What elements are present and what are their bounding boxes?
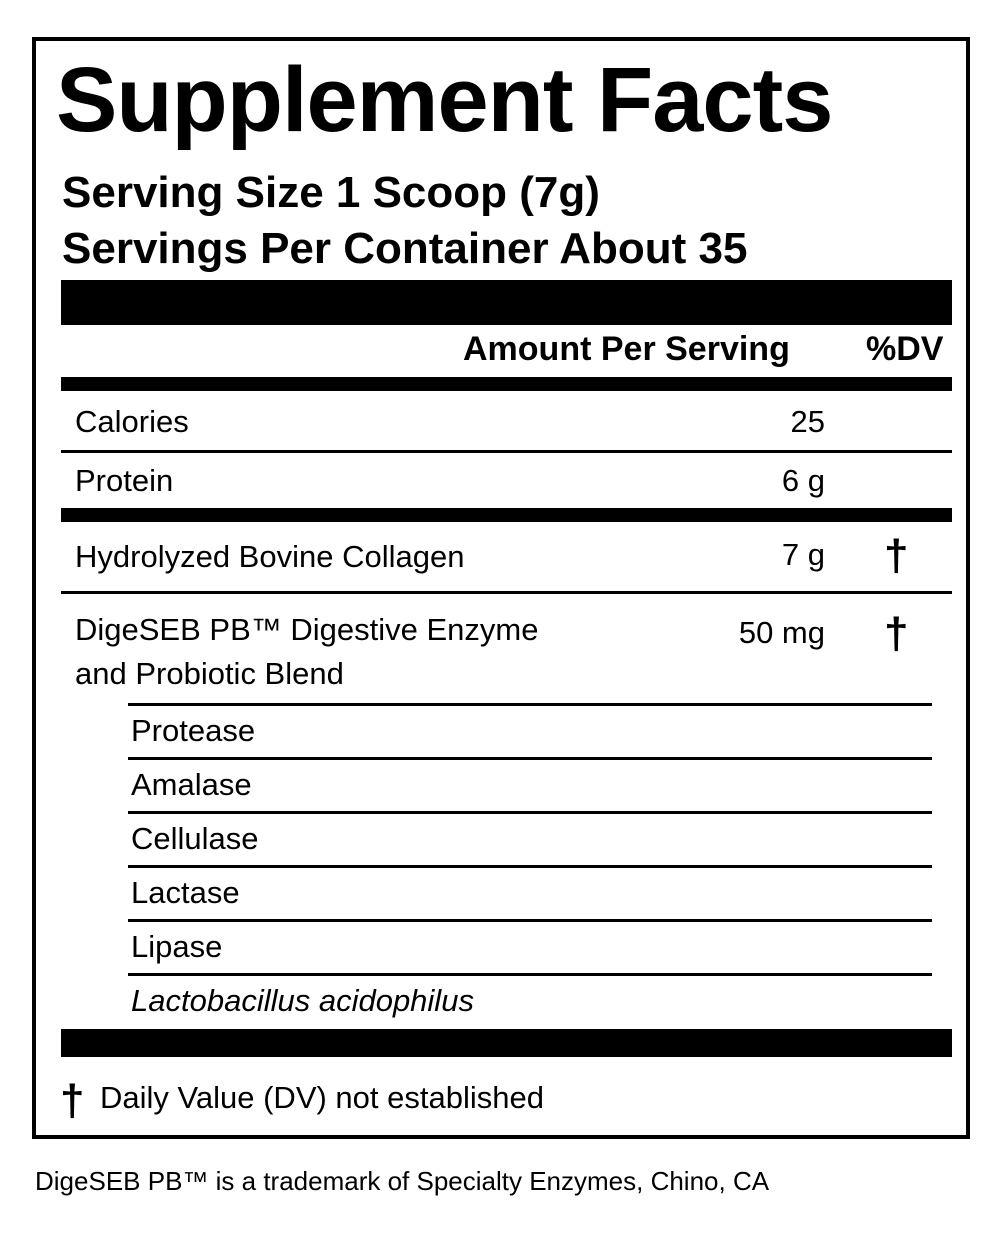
dagger-symbol: † (884, 609, 909, 658)
row-divider (61, 591, 952, 594)
serving-size: Serving Size 1 Scoop (7g) (62, 168, 600, 217)
row-blend-name-line1: DigeSEB PB™ Digestive Enzyme (75, 612, 539, 647)
dagger-symbol: † (884, 531, 909, 580)
medium-divider (61, 377, 952, 391)
thick-divider-top (61, 280, 952, 325)
panel-title: Supplement Facts (56, 49, 833, 151)
row-calories-name: Calories (75, 404, 189, 439)
row-collagen-name: Hydrolyzed Bovine Collagen (75, 539, 465, 574)
blend-item: Lipase (131, 929, 223, 964)
medium-divider-2 (61, 508, 952, 522)
sub-row-divider (128, 703, 932, 706)
sub-row-divider (128, 865, 932, 868)
sub-row-divider (128, 757, 932, 760)
trademark-note: DigeSEB PB™ is a trademark of Specialty Enzymes, Chino, CA (35, 1166, 770, 1196)
blend-item: Lactase (131, 875, 240, 910)
blend-item-italic: Lactobacillus acidophilus (131, 983, 474, 1018)
sub-row-divider (128, 973, 932, 976)
row-calories-amount: 25 (790, 404, 825, 439)
servings-per-container: Servings Per Container About 35 (62, 224, 748, 273)
footnote-dagger-symbol: † (60, 1076, 85, 1125)
sub-row-divider (128, 811, 932, 814)
dv-header: %DV (866, 330, 944, 368)
row-collagen-amount: 7 g (781, 537, 825, 572)
supplement-facts-panel (32, 37, 970, 1139)
thick-divider-bottom (61, 1029, 952, 1057)
footnote-text: Daily Value (DV) not established (100, 1080, 544, 1115)
row-protein-name: Protein (75, 463, 174, 498)
amount-per-serving-header: Amount Per Serving (463, 330, 790, 368)
row-blend-amount: 50 mg (738, 615, 825, 650)
row-protein-amount: 6 g (781, 463, 825, 498)
row-blend-name-line2: and Probiotic Blend (75, 656, 344, 691)
blend-item: Cellulase (131, 821, 259, 856)
blend-item: Protease (131, 713, 256, 748)
row-divider (61, 450, 952, 453)
blend-item: Amalase (131, 767, 252, 802)
sub-row-divider (128, 919, 932, 922)
